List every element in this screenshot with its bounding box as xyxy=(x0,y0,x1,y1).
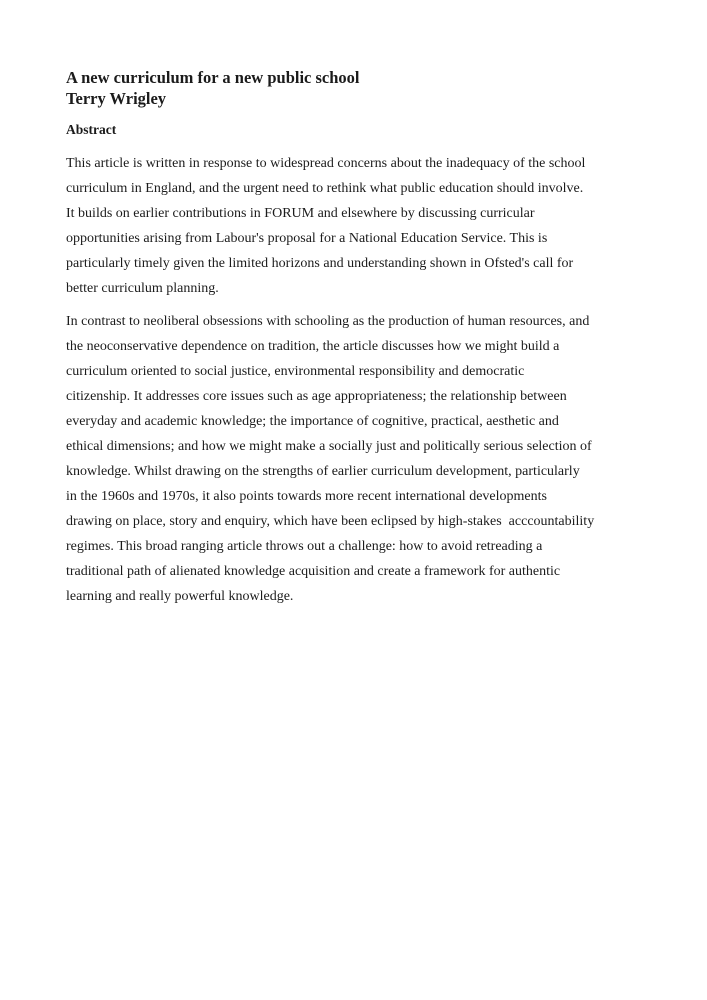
abstract-paragraph-2 xyxy=(66,309,648,609)
text-line: drawing on place, story and enquiry, which have been eclipsed by high-stakes acccountability xyxy=(66,514,595,529)
text-line: This article is written in response to widespread concerns about the inadequacy of the school xyxy=(66,156,586,171)
text-line: opportunities arising from Labour's proposal for a National Education Service. This is xyxy=(66,231,548,246)
text-line: citizenship. It addresses core issues such as age appropriateness; the relationship between xyxy=(66,389,567,404)
article-title: A new curriculum for a new public school xyxy=(66,68,360,87)
text-line: ethical dimensions; and how we might make a socially just and politically serious selection of xyxy=(66,439,592,454)
text-line: regimes. This broad ranging article throws out a challenge: how to avoid retreading a xyxy=(66,539,543,554)
text-line: in the 1960s and 1970s, it also points towards more recent international developments xyxy=(66,489,547,504)
text-line: everyday and academic knowledge; the importance of cognitive, practical, aesthetic and xyxy=(66,414,559,429)
text-line: particularly timely given the limited horizons and understanding shown in Ofsted's call for xyxy=(66,256,574,271)
article-author: Terry Wrigley xyxy=(66,88,167,108)
text-line: learning and really powerful knowledge. xyxy=(66,589,294,604)
text-line: knowledge. Whilst drawing on the strengths of earlier curriculum development, particularly xyxy=(66,464,580,479)
text-line: In contrast to neoliberal obsessions with schooling as the production of human resources, and xyxy=(66,314,590,329)
title-block xyxy=(66,68,648,109)
text-line: better curriculum planning. xyxy=(66,281,219,296)
page-content xyxy=(66,68,648,609)
abstract-paragraph-1 xyxy=(66,151,648,301)
text-line: the neoconservative dependence on tradition, the article discusses how we might build a xyxy=(66,339,560,354)
text-line: It builds on earlier contributions in FORUM and elsewhere by discussing curricular xyxy=(66,206,535,221)
abstract-heading: Abstract xyxy=(66,122,117,137)
text-line: curriculum in England, and the urgent need to rethink what public education should involve. xyxy=(66,181,584,196)
text-line: curriculum oriented to social justice, environmental responsibility and democratic xyxy=(66,364,525,379)
text-line: traditional path of alienated knowledge acquisition and create a framework for authentic xyxy=(66,564,561,579)
